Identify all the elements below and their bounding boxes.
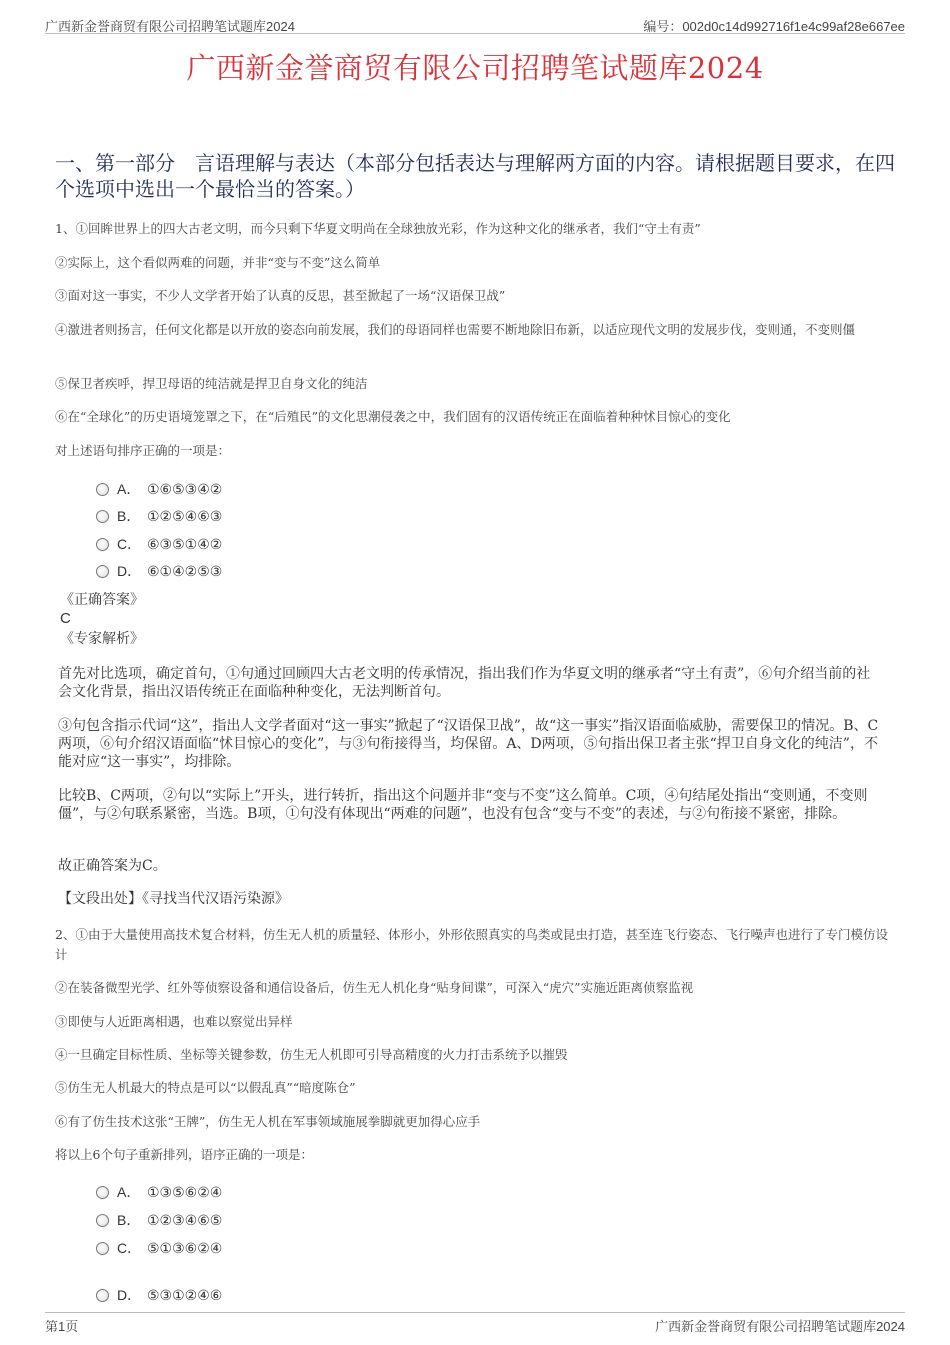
- page-footer: [45, 1312, 905, 1332]
- header-document-id: 编号：002d0c14d992716f1e4c99af28e667ee: [643, 19, 905, 34]
- q1-option-d[interactable]: [96, 562, 222, 580]
- q1-line-6: ⑥在“全球化”的历史语境笼罩之下，在“后殖民”的文化思潮侵袭之中，我们固有的汉语传统正在面临着种种怵目惊心的变化: [55, 409, 731, 424]
- q2-line-4: ④一旦确定目标性质、坐标等关键参数，仿生无人机即可引导高精度的火力打击系统予以摧毁: [55, 1047, 568, 1062]
- analysis-label: 《专家解析》: [60, 631, 144, 647]
- q2-line-1: 2、①由于大量使用高技术复合材料，仿生无人机的质量轻、体形小，外形依照真实的鸟类或昆虫打造，甚至连飞行姿态、飞行噪声也进行了专门模仿设计: [55, 927, 888, 962]
- q2-line-3: ③即使与人近距离相遇，也难以察觉出异样: [55, 1014, 293, 1029]
- radio-button-icon[interactable]: [96, 1214, 109, 1227]
- option-value: ①②③④⑥⑤: [147, 1213, 223, 1229]
- radio-button-icon[interactable]: [96, 1186, 109, 1199]
- page-header: [45, 14, 905, 34]
- section-title: 一、第一部分 言语理解与表达（本部分包括表达与理解两方面的内容。请根据题目要求，在四个选项中选出一个最恰当的答案。）: [55, 151, 895, 201]
- option-value: ①②⑤④⑥③: [147, 509, 223, 525]
- q1-line-3: ③面对这一事实，不少人文学者开始了认真的反思，甚至掀起了一场“汉语保卫战”: [55, 288, 506, 303]
- q1-line-2: ②实际上，这个看似两难的问题，并非“变与不变”这么简单: [55, 255, 381, 270]
- text-source: 【文段出处】《寻找当代汉语污染源》: [58, 891, 289, 907]
- q1-line-4: ④激进者则扬言，任何文化都是以开放的姿态向前发展，我们的母语同样也需要不断地除旧布新，以适应现代文明的发展步伐，变则通，不变则僵: [55, 322, 856, 337]
- footer-title: 广西新金誉商贸有限公司招聘笔试题库2024: [655, 1319, 905, 1334]
- option-value: ①⑥⑤③④②: [147, 482, 223, 498]
- option-letter: B．: [117, 1212, 141, 1228]
- option-letter: D．: [117, 563, 142, 579]
- q2-line-6: ⑥有了仿生技术这张“王牌”，仿生无人机在军事领域施展拳脚就更加得心应手: [55, 1114, 481, 1129]
- correct-answer: C: [60, 610, 71, 627]
- radio-button-icon[interactable]: [96, 565, 109, 578]
- option-letter: C．: [117, 1240, 142, 1256]
- option-letter: C．: [117, 536, 142, 552]
- q1-line-5: ⑤保卫者疾呼，捍卫母语的纯洁就是捍卫自身文化的纯洁: [55, 376, 368, 391]
- analysis-paragraph-2: ③句包含指示代词“这”，指出人文学者面对“这一事实”掀起了“汉语保卫战”，故“这一事实”指汉语面临威胁，需要保卫的情况。B、C两项，⑥句介绍汉语面临“怵目惊心的变化”，与③句衔接得当，均保留。A、D两项，⑤句指出保卫者主张“捍卫自身文化的纯洁”，不能对应“这一事实”，均排除。: [58, 718, 879, 770]
- option-letter: A．: [117, 1184, 141, 1200]
- q2-prompt: 将以上6个句子重新排列，语序正确的一项是：: [55, 1147, 313, 1162]
- analysis-conclusion: 故正确答案为C。: [58, 858, 167, 874]
- analysis-paragraph-1: 首先对比选项，确定首句，①句通过回顾四大古老文明的传承情况，指出我们作为华夏文明的继承者“守土有责”，⑥句介绍当前的社会文化背景，指出汉语传统正在面临种种变化，无法判断首句。: [58, 666, 871, 700]
- q1-line-1: 1、①回眸世界上的四大古老文明，而今只剩下华夏文明尚在全球独放光彩，作为这种文化的继承者，我们“守土有责”: [55, 221, 701, 236]
- option-letter: D．: [117, 1287, 142, 1303]
- option-value: ①③⑤⑥②④: [147, 1185, 223, 1201]
- page-title: 广西新金誉商贸有限公司招聘笔试题库2024: [186, 51, 764, 85]
- q2-option-c[interactable]: [96, 1239, 222, 1257]
- option-value: ⑤③①②④⑥: [147, 1288, 223, 1304]
- q1-prompt: 对上述语句排序正确的一项是：: [55, 443, 231, 458]
- header-left-text: 广西新金誉商贸有限公司招聘笔试题库2024: [45, 19, 295, 34]
- option-value: ⑤①③⑥②④: [147, 1241, 223, 1257]
- q2-line-5: ⑤仿生无人机最大的特点是可以“以假乱真”“暗度陈仓”: [55, 1080, 356, 1095]
- q1-option-b[interactable]: [96, 507, 222, 525]
- page-number: 第1页: [45, 1319, 79, 1334]
- q2-line-2: ②在装备微型光学、红外等侦察设备和通信设备后，仿生无人机化身“贴身间谍”，可深入“虎穴”实施近距离侦察监视: [55, 980, 694, 995]
- q2-option-a[interactable]: [96, 1183, 222, 1201]
- radio-button-icon[interactable]: [96, 538, 109, 551]
- radio-button-icon[interactable]: [96, 1289, 109, 1302]
- option-value: ⑥③⑤①④②: [147, 537, 223, 553]
- q2-option-d[interactable]: [96, 1286, 222, 1304]
- radio-button-icon[interactable]: [96, 510, 109, 523]
- analysis-paragraph-3: 比较B、C两项，②句以“实际上”开头，进行转折，指出这个问题并非“变与不变”这么简单。C项，④句结尾处指出“变则通，不变则僵”，与②句联系紧密，当选。B项，①句没有体现出“两难的问题”，也没有包含“变与不变”的表述，与②句衔接不紧密，排除。: [58, 788, 868, 822]
- option-letter: A．: [117, 481, 141, 497]
- radio-button-icon[interactable]: [96, 483, 109, 496]
- option-letter: B．: [117, 508, 141, 524]
- q2-option-b[interactable]: [96, 1211, 222, 1229]
- q1-option-a[interactable]: [96, 480, 222, 498]
- q1-option-c[interactable]: [96, 535, 222, 553]
- answer-label: 《正确答案》: [60, 592, 144, 608]
- option-value: ⑥①④②⑤③: [147, 564, 223, 580]
- radio-button-icon[interactable]: [96, 1242, 109, 1255]
